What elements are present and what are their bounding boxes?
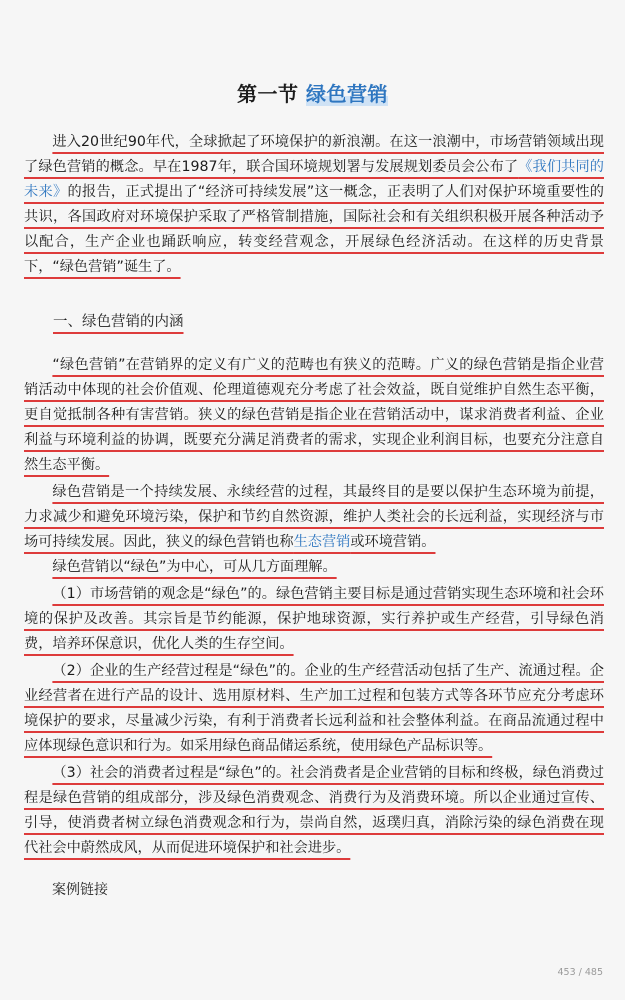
process-text-1: 绿色营销是一个持续发展、永续经营的过程，其最终目的是要以保护生态环境为前提，力求减少和避免环境污染，保护和节约自然资源，维护人类社会的长远利益，实现经济与市场可持续发展。因此，狭义的绿色营销也称	[24, 484, 604, 550]
definition-text: “绿色营销”在营销界的定义有广义的范畴也有狭义的范畴。广义的绿色营销是指企业营销活动中体现的社会价值观、伦理道德观充分考虑了社会效益，既自觉维护自然生态平衡，更自觉抵制各种有害营销。狭义的绿色营销是指企业在营销活动中，谋求消费者利益、企业利益与环境利益的协调，既要充分满足消费者的需求，实现企业利润目标，也要充分注意自然生态平衡。	[24, 357, 604, 473]
process-text-2: 或环境营销。	[350, 534, 436, 550]
eco-marketing-link[interactable]: 生态营销	[293, 534, 351, 550]
title-prefix: 第一节	[237, 82, 299, 106]
item1-text: （1）市场营销的观念是“绿色”的。绿色营销主要目标是通过营销实现生态环境和社会环境的保护及改善。其宗旨是节约能源，保护地球资源，实行养护或生产经营，引导绿色消费，培养环保意识，优化人类的生存空间。	[24, 586, 604, 652]
page-title	[0, 78, 625, 107]
center-text: 绿色营销以“绿色”为中心，可从几方面理解。	[52, 559, 337, 575]
intro-text-1: 进入20世纪90年代，全球掀起了环境保护的新浪潮。在这一浪潮中，市场营销领域出现了绿色营销的概念。早在1987年，联合国环境规划署与发展规划委员会公布了	[24, 134, 604, 175]
definition-paragraph	[24, 353, 604, 478]
report-link[interactable]: 《我们共同的未来》	[24, 159, 604, 200]
intro-text-2: 的报告，正式提出了“经济可持续发展”这一概念，正表明了人们对保护环境重要性的共识，各国政府对环境保护采取了严格管制措施，国际社会和有关组织积极开展各种活动予以配合，生产企业也踊跃响应，转变经营观念，开展绿色经济活动。在这样的历史背景下，“绿色营销”诞生了。	[24, 184, 604, 275]
section-heading: 一、绿色营销的内涵	[53, 314, 184, 330]
list-item-1	[24, 582, 604, 657]
list-item-2	[24, 659, 604, 759]
intro-paragraph	[24, 130, 604, 280]
process-paragraph	[24, 480, 604, 555]
document-body	[24, 130, 604, 899]
title-highlight: 绿色营销	[305, 82, 388, 106]
item2-text: （2）企业的生产经营过程是“绿色”的。企业的生产经营活动包括了生产、流通过程。企业经营者在进行产品的设计、选用原材料、生产加工过程和包装方式等各环节应充分考虑环境保护的要求，尽量减少污染，有利于消费者长远利益和社会整体利益。在商品流通过程中应体现绿色意识和行为。如采用绿色商品储运系统，使用绿色产品标识等。	[24, 663, 604, 754]
item3-text: （3）社会的消费者过程是“绿色”的。社会消费者是企业营销的目标和终极，绿色消费过程是绿色营销的组成部分，涉及绿色消费观念、消费行为及消费环境。所以企业通过宣传、引导，使消费者树立绿色消费观念和行为，崇尚自然，返璞归真，消除污染的绿色消费在现代社会中蔚然成风，从而促进环境保护和社会进步。	[24, 765, 604, 856]
center-paragraph	[24, 555, 604, 580]
case-link-label: 案例链接	[52, 882, 108, 898]
list-item-3	[24, 761, 604, 861]
page-number: 453 / 485	[557, 967, 603, 978]
